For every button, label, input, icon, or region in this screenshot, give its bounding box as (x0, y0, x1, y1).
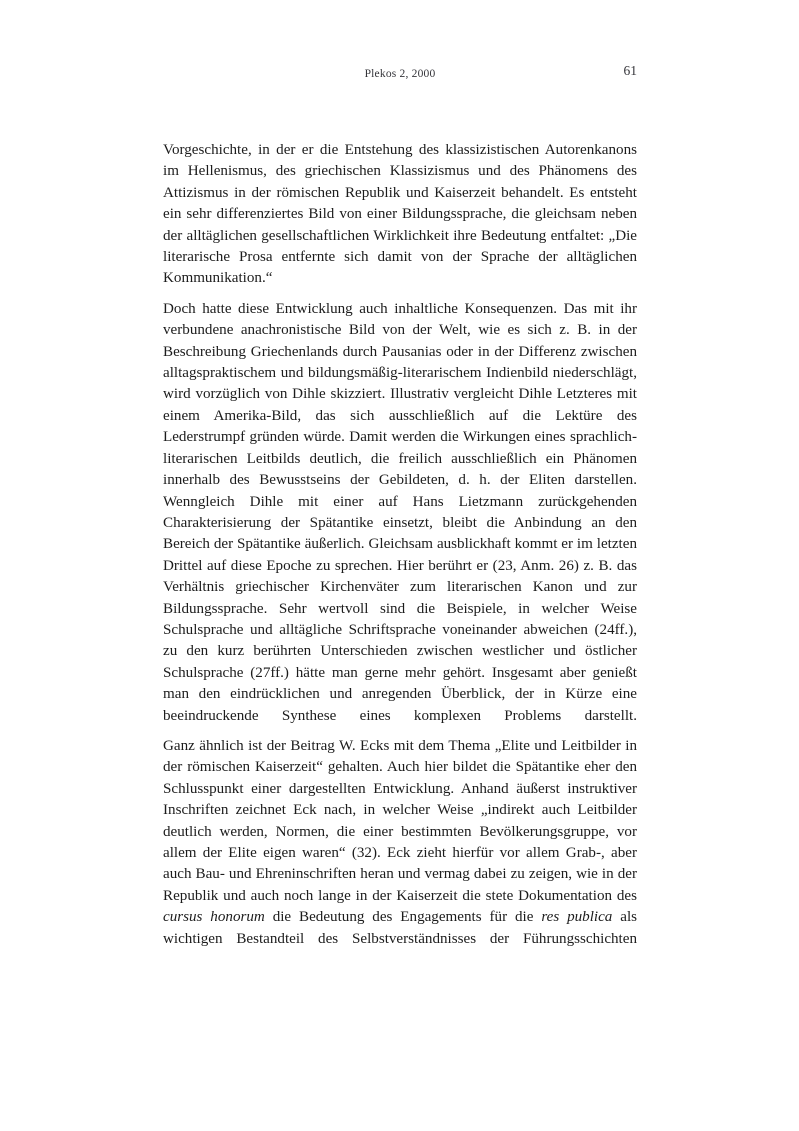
body-paragraph-2: Doch hatte diese Entwicklung auch inhaltliche Konsequenzen. Das mit ihr verbundene anachronistische Bild von der Welt, wie es sich z. B. in der Beschreibung Griechenlands durch Pausanias oder in der Differenz zwischen alltagspraktischem und bildungsmäßig-literarischem Indienbild niederschlägt, wird vorzüglich von Dihle skizziert. Illustrativ vergleicht Dihle Letzteres mit einem Amerika-Bild, das sich ausschließlich auf die Lektüre des Lederstrumpf gründen würde. Damit werden die Wirkungen eines sprachlich-literarischen Leitbilds deutlich, die freilich ausschließlich ein Phänomen innerhalb des Bewusstseins der Gebildeten, d. h. der Eliten darstellen. Wenngleich Dihle mit einer auf Hans Lietzmann zurückgehenden Charakterisierung der Spätantike einsetzt, bleibt die Anbindung an den Bereich der Spätantike äußerlich. Gleichsam ausblickhaft kommt er im letzten Drittel auf diese Epoche zu sprechen. Hier berührt er (23, Anm. 26) z. B. das Verhältnis griechischer Kirchenväter zum literarischen Kanon und zur Bildungssprache. Sehr wertvoll sind die Beispiele, in welcher Weise Schulsprache und alltägliche Schriftsprache voneinander abweichen (24ff.), zu den kurz berührten Unterschieden zwischen westlicher und östlicher Schulsprache (27ff.) hätte man gerne mehr gehört. Insgesamt aber genießt man den eindrücklichen und anregenden Überblick, der in Kürze eine beeindruckende Synthese eines komplexen Problems darstellt. (163, 300, 637, 724)
running-head-title: Plekos 2, 2000 (364, 68, 436, 80)
body-paragraph-3 (163, 736, 637, 950)
running-head (163, 63, 637, 88)
body-text-block (163, 140, 637, 950)
paragraph-3-segment-2: die Bedeutung des Engagements für die (264, 909, 542, 926)
latin-term-res-publica: res publica (541, 909, 613, 926)
paragraph-3-segment-3: als wichtigen Bestandteil des Selbstverständnisses der Führungsschichten (163, 909, 638, 947)
page-number: 61 (623, 63, 637, 78)
latin-term-cursus-honorum: cursus honorum (163, 909, 265, 926)
body-paragraph-1: Vorgeschichte, in der er die Entstehung des klassizistischen Autorenkanons im Hellenismus, des griechischen Klassizismus und des Phänomens des Attizismus in der römischen Republik und Kaiserzeit behandelt. Es entsteht ein sehr differenziertes Bild von einer Bildungssprache, die gleichsam neben der alltäglichen gesellschaftlichen Wirklichkeit ihre Bedeutung entfaltet: „Die literarische Prosa entfernte sich damit von der Sprache der alltäglichen Kommunikation.“ (163, 142, 637, 287)
paragraph-3-segment-1: Ganz ähnlich ist der Beitrag W. Ecks mit dem Thema „Elite und Leitbilder in der römischen Kaiserzeit“ gehalten. Auch hier bildet die Spätantike eher den Schlusspunkt einer dargestellten Entwicklung. Anhand äußerst instruktiver Inschriften zeichnet Eck nach, in welcher Weise „indirekt auch Leitbilder deutlich werden, Normen, die einer bestimmten Bevölkerungsgruppe, vor allem der Elite eigen waren“ (32). Eck zieht hierfür vor allem Grab-, aber auch Bau- und Ehreninschriften heran und vermag dabei zu zeigen, wie in der Republik und auch noch lange in der Kaiserzeit die stete Dokumentation des (163, 737, 637, 904)
